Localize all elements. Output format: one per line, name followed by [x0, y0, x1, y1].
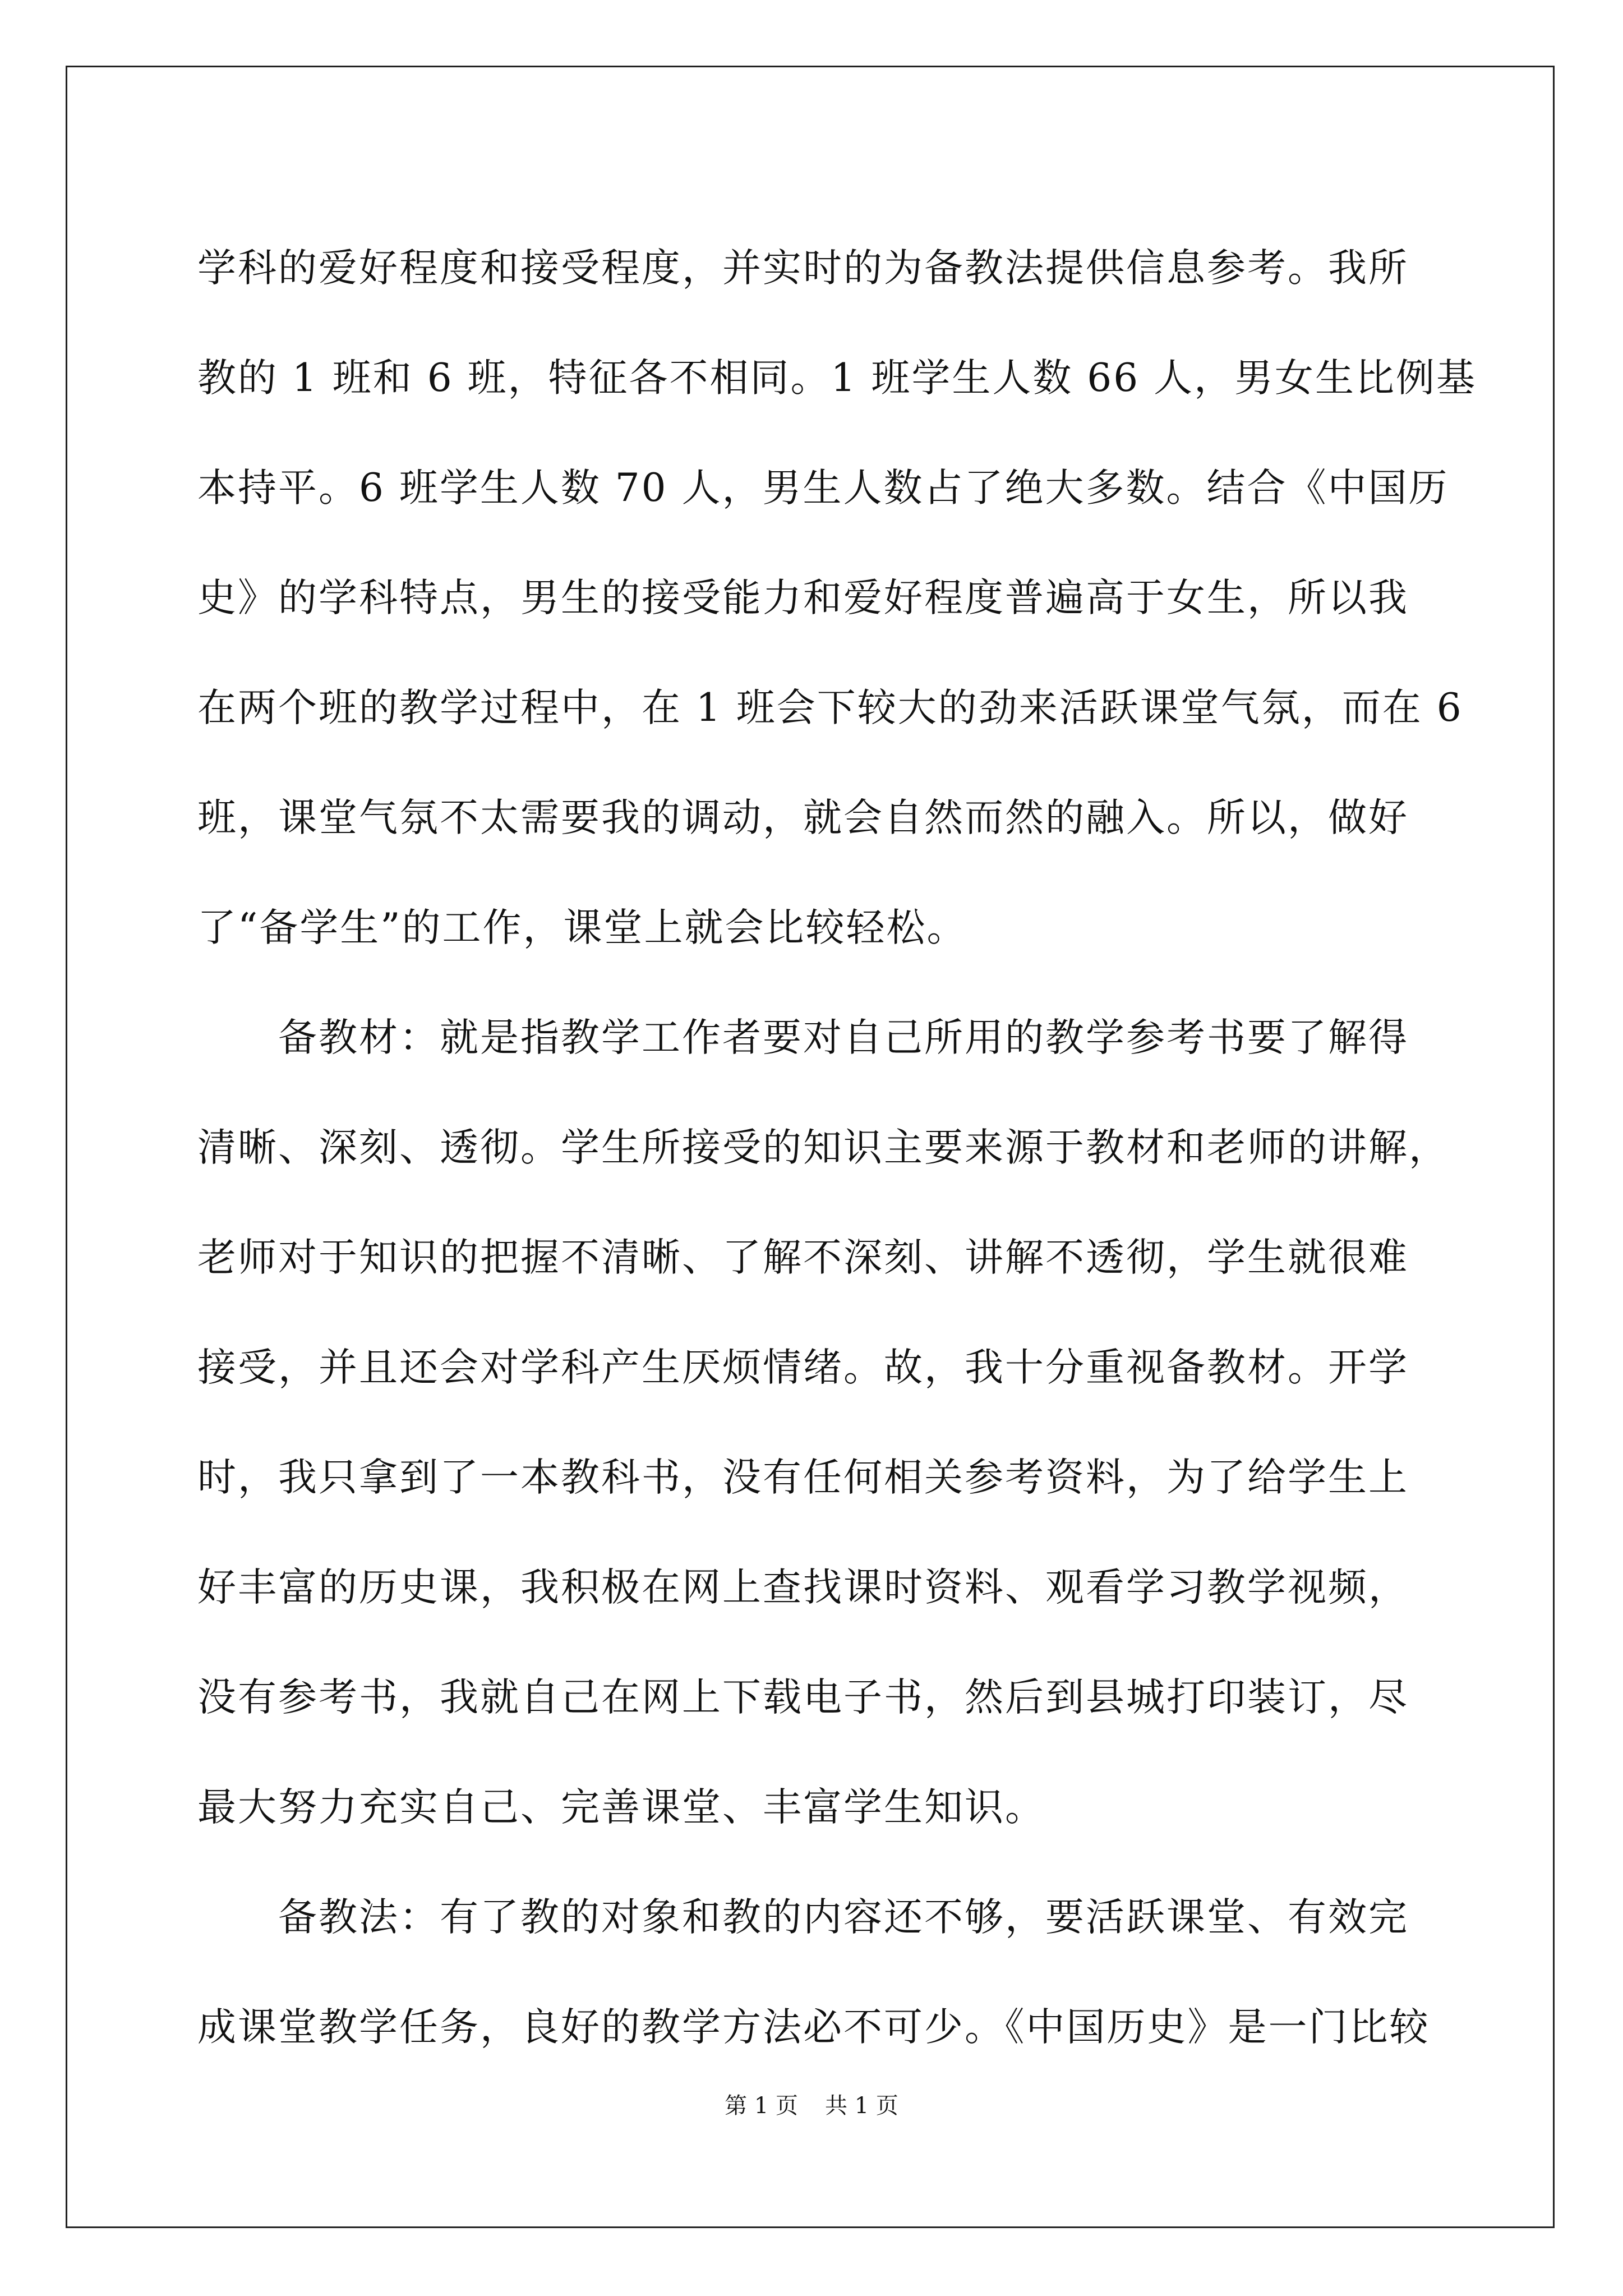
text-line: 清晰、深刻、透彻。学生所接受的知识主要来源于教材和老师的讲解， [197, 1125, 1449, 1170]
paragraph-methods [197, 1862, 1437, 2082]
text-line: 最大努力充实自己、完善课堂、丰富学生知识。 [197, 1785, 1045, 1830]
text-line: 备教法：有了教的对象和教的内容还不够，要活跃课堂、有效完 [197, 1895, 1409, 1940]
text-line: 老师对于知识的把握不清晰、了解不深刻、讲解不透彻，学生就很难 [197, 1235, 1409, 1280]
text-line: 学科的爱好程度和接受程度，并实时的为备教法提供信息参考。我所 [197, 246, 1409, 291]
text-line: 备教材：就是指教学工作者要对自己所用的教学参考书要了解得 [197, 1015, 1409, 1060]
text-line: 在两个班的教学过程中，在 1 班会下较大的劲来活跃课堂气氛，而在 6 [197, 685, 1463, 730]
paragraph-students [197, 213, 1477, 983]
text-line: 教的 1 班和 6 班，特征各不相同。1 班学生人数 66 人，男女生比例基 [197, 356, 1477, 401]
page-total: 共 1 页 [825, 2093, 898, 2119]
text-line: 成课堂教学任务，良好的教学方法必不可少。《中国历史》是一门比较 [197, 2005, 1430, 2050]
paragraph-textbook [197, 983, 1449, 1862]
text-line: 时，我只拿到了一本教科书，没有任何相关参考资料，为了给学生上 [197, 1455, 1409, 1500]
document-body [197, 213, 1477, 2082]
text-line: 本持平。6 班学生人数 70 人，男生人数占了绝大多数。结合《中国历 [197, 466, 1449, 510]
page-number: 第 1 页 [725, 2093, 798, 2119]
page-footer [0, 2088, 1623, 2120]
text-line: 没有参考书，我就自己在网上下载电子书，然后到县城打印装订，尽 [197, 1675, 1409, 1720]
text-line: 接受，并且还会对学科产生厌烦情绪。故，我十分重视备教材。开学 [197, 1345, 1409, 1390]
text-line: 了“备学生”的工作，课堂上就会比较轻松。 [197, 905, 967, 950]
text-line: 班，课堂气氛不太需要我的调动，就会自然而然的融入。所以，做好 [197, 795, 1409, 840]
text-line: 好丰富的历史课，我积极在网上查找课时资料、观看学习教学视频， [197, 1565, 1409, 1610]
text-line: 史》的学科特点，男生的接受能力和爱好程度普遍高于女生，所以我 [197, 576, 1409, 620]
